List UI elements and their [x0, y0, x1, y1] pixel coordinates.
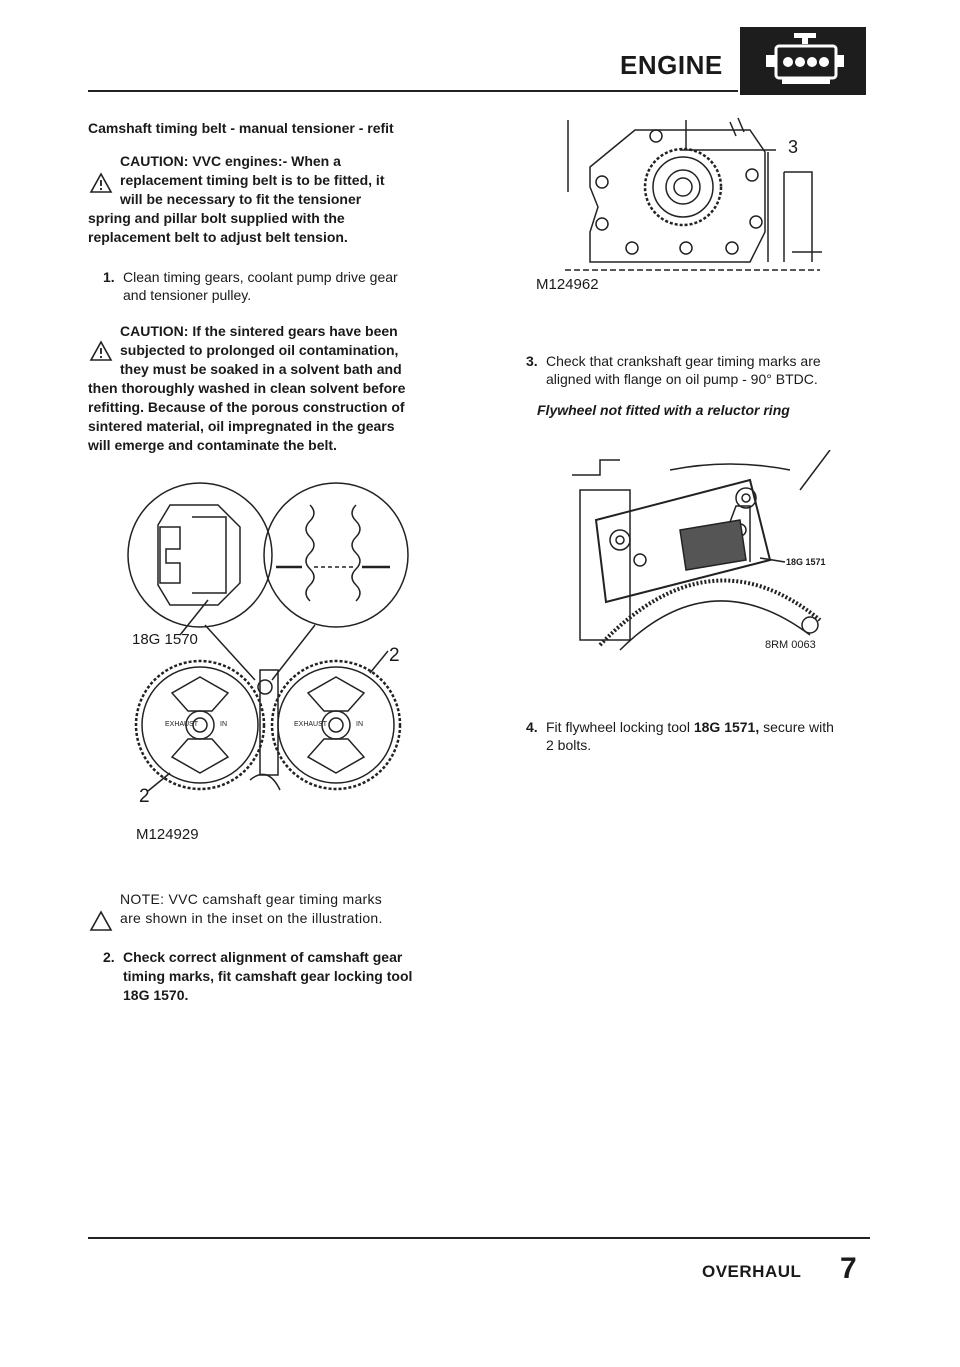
callout-label: 3	[788, 137, 799, 157]
warning-triangle-icon	[89, 910, 113, 932]
step-2	[103, 948, 503, 1008]
caution-line: they must be soaked in a solvent bath and	[120, 361, 402, 377]
caution-line: spring and pillar bolt supplied with the	[88, 210, 345, 226]
caution-line: replacement belt to adjust belt tension.	[88, 229, 348, 245]
step-number: 1.	[103, 269, 115, 285]
step-text-before: Fit flywheel locking tool	[546, 719, 694, 735]
arrow-label: IN	[220, 721, 227, 728]
footer-rule	[88, 1237, 870, 1239]
caution-line: CAUTION: If the sintered gears have been	[120, 323, 398, 339]
callout-label: 2	[139, 786, 150, 807]
figure-id: M124962	[536, 276, 599, 293]
tool-reference: 18G 1570.	[123, 987, 189, 1003]
warning-triangle-icon	[89, 340, 113, 362]
footer-section-title: OVERHAUL	[702, 1262, 802, 1281]
caution-line: then thoroughly washed in clean solvent before	[88, 380, 406, 396]
page-header-title: ENGINE	[620, 50, 723, 80]
step-1	[103, 268, 503, 308]
step-number: 3.	[526, 353, 538, 369]
step-text: Check that crankshaft gear timing marks are	[546, 353, 821, 369]
warning-triangle-icon	[89, 172, 113, 194]
step-text: and tensioner pulley.	[123, 287, 252, 303]
caution-line: replacement timing belt is to be fitted, it	[120, 172, 385, 188]
step-4	[526, 718, 926, 758]
engine-block-icon	[740, 27, 866, 95]
caution-line: subjected to prolonged oil contamination,	[120, 342, 399, 358]
arrow-label: IN	[356, 721, 363, 728]
subsection-title: Flywheel not fitted with a reluctor ring	[537, 402, 790, 418]
callout-label: 2	[389, 645, 400, 666]
figure-id: 8RM 0063	[765, 639, 816, 651]
step-text	[546, 718, 834, 737]
tool-label: 18G 1571	[786, 557, 826, 567]
figure-id: M124929	[136, 826, 199, 843]
flywheel-locking-tool-illustration	[560, 450, 850, 660]
step-number: 4.	[526, 719, 538, 735]
caution-line: sintered material, oil impregnated in the gears	[88, 418, 395, 434]
tool-label: 18G 1570	[132, 631, 198, 648]
step-number: 2.	[103, 949, 115, 965]
note-line: NOTE: VVC camshaft gear timing marks	[120, 891, 383, 907]
step-text: timing marks, fit camshaft gear locking tool	[123, 968, 413, 984]
step-text-after: secure with	[759, 719, 834, 735]
gear-label: EXHAUST	[294, 721, 328, 728]
tool-reference: 18G 1571,	[693, 719, 760, 735]
caution-line: will be necessary to fit the tensioner	[120, 191, 362, 207]
note-line: are shown in the inset on the illustration.	[120, 910, 383, 926]
caution-line: will emerge and contaminate the belt.	[88, 437, 337, 453]
caution-line: refitting. Because of the porous construction of	[88, 399, 405, 415]
gear-label: EXHAUST	[165, 721, 199, 728]
step-text: Check correct alignment of camshaft gear	[123, 949, 403, 965]
step-text: Clean timing gears, coolant pump drive gear	[123, 269, 398, 285]
caution-line: CAUTION: VVC engines:- When a	[120, 153, 341, 169]
step-text: 2 bolts.	[546, 737, 592, 753]
section-title: Camshaft timing belt - manual tensioner - refit	[88, 120, 394, 136]
step-3	[526, 352, 926, 392]
page-number: 7	[840, 1252, 857, 1285]
step-text: aligned with flange on oil pump - 90° BTDC.	[546, 371, 818, 387]
header-rule	[88, 90, 738, 92]
